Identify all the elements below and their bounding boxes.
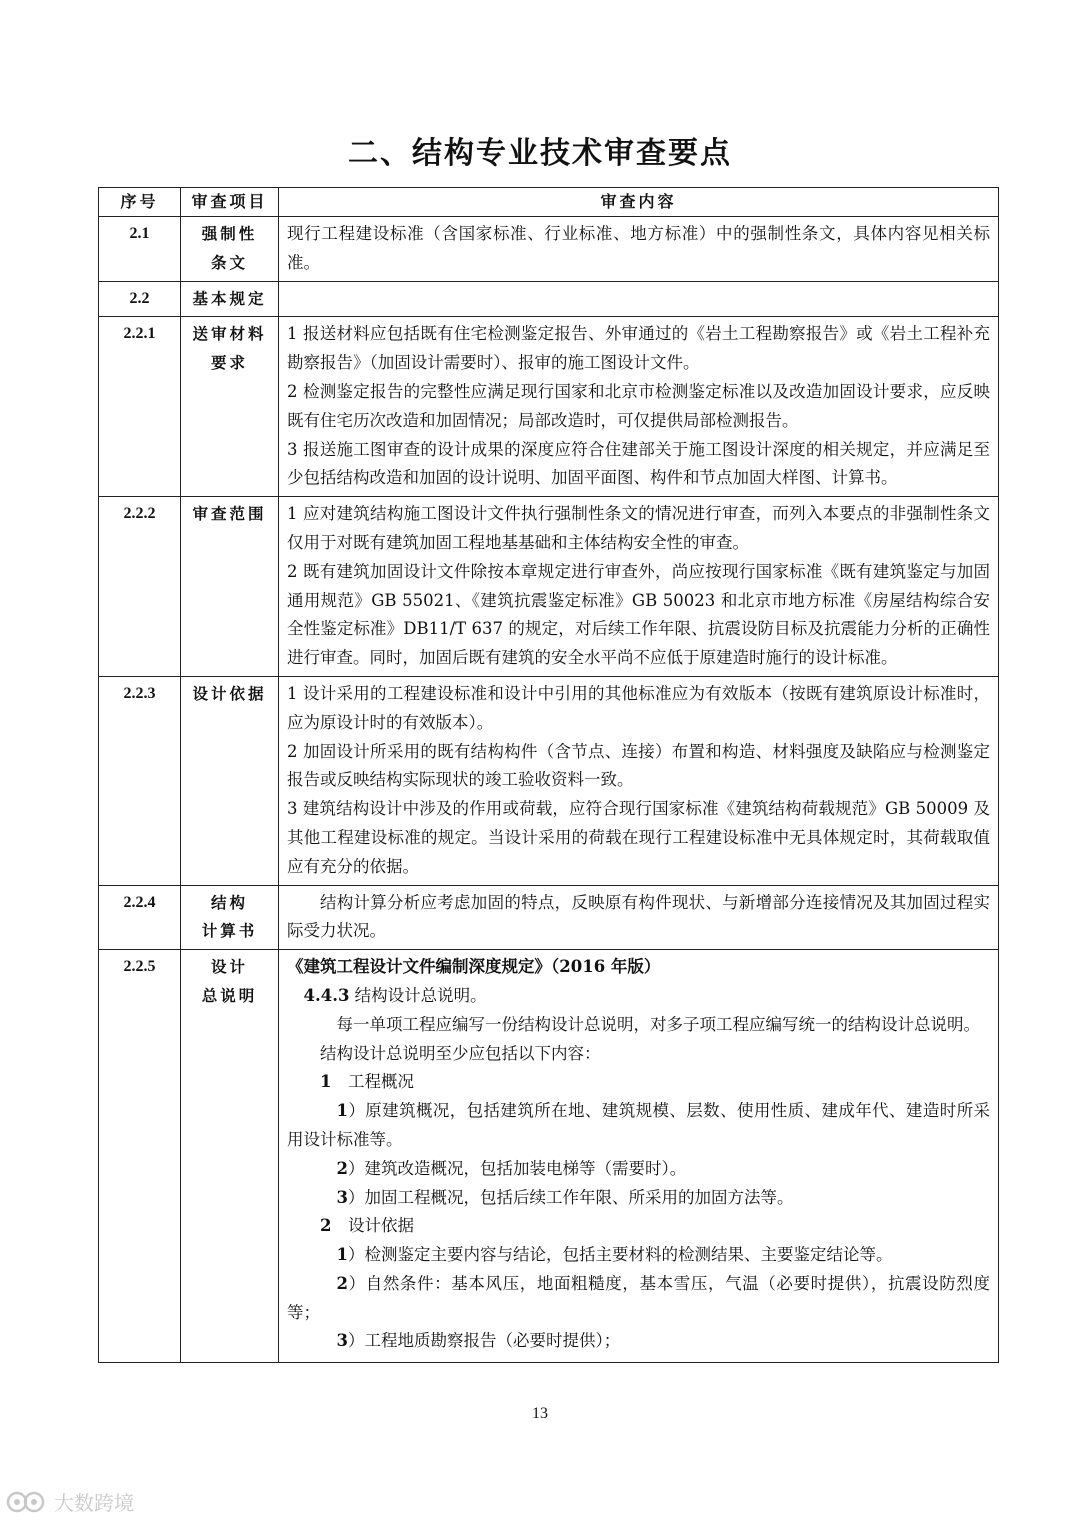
row-item: 设计 总说明 (181, 950, 279, 1363)
row-item: 结构 计算书 (181, 885, 279, 950)
row-content: 1 应对建筑结构施工图设计文件执行强制性条文的情况进行审查，而列入本要点的非强制性条文仅用于对既有建筑加固工程地基基础和主体结构安全性的审查。 2 既有建筑加固设计文件除按本章规定进行审查外，尚应按现行国家标准《既有建筑鉴定与加固通用规范》GB 55021、《建筑抗震鉴定标准》GB 50023 和北京市地方标准《房屋结构综合安全性鉴定标准》DB11/T 637 的规定，对后续工作年限、抗震设防目标及抗震能力分析的正确性进行审查。同时，加固后既有建筑的安全水平尚不应低于原建造时施行的设计标准。 (279, 497, 999, 677)
watermark-logo-icon (6, 1489, 48, 1515)
row-content: 结构计算分析应考虑加固的特点，反映原有构件现状、与新增部分连接情况及其加固过程实际受力状况。 (279, 885, 999, 950)
row-item: 审查范围 (181, 497, 279, 677)
table-row (99, 885, 999, 950)
row-no: 2.2.2 (99, 497, 181, 677)
row-item: 送审材料 要求 (181, 317, 279, 497)
row-content: 现行工程建设标准（含国家标准、行业标准、地方标准）中的强制性条文，具体内容见相关标准。 (279, 217, 999, 282)
row-item: 强制性 条文 (181, 217, 279, 282)
row-content: 《建筑工程设计文件编制深度规定》（2016 年版） 4.4.3 结构设计总说明。 每一单项工程应编写一份结构设计总说明，对多子项工程应编写统一的结构设计总说明。 结构设计总说明至少应包括以下内容： 1 工程概况 1）原建筑概况，包括建筑所在地、建筑规模、层数、使用性质、建成年代、建造时所采用设计标准等。 2）建筑改造概况，包括加装电梯等（需要时）。 3）加固工程概况，包括后续工作年限、所采用的加固方法等。 2 设计依据 1）检测鉴定主要内容与结论，包括主要材料的检测结果、主要鉴定结论等。 2）自然条件：基本风压，地面粗糙度，基本雪压，气温（必要时提供），抗震设防烈度等； 3）工程地质勘察报告（必要时提供）； (279, 950, 999, 1363)
review-table (98, 187, 999, 1363)
row-no: 2.1 (99, 217, 181, 282)
table-row (99, 217, 999, 282)
header-no: 序号 (99, 188, 181, 217)
header-content: 审查内容 (279, 188, 999, 217)
table-row (99, 950, 999, 1363)
table-row (99, 497, 999, 677)
page-number: 13 (532, 1405, 548, 1422)
row-item: 基本规定 (181, 281, 279, 317)
table-row (99, 281, 999, 317)
row-content: 1 报送材料应包括既有住宅检测鉴定报告、外审通过的《岩土工程勘察报告》或《岩土工程补充勘察报告》（加固设计需要时）、报审的施工图设计文件。 2 检测鉴定报告的完整性应满足现行国家和北京市检测鉴定标准以及改造加固设计要求，应反映既有住宅历次改造和加固情况；局部改造时，可仅提供局部检测报告。 3 报送施工图审查的设计成果的深度应符合住建部关于施工图设计深度的相关规定，并应满足至少包括结构改造和加固的设计说明、加固平面图、构件和节点加固大样图、计算书。 (279, 317, 999, 497)
spec-heading: 《建筑工程设计文件编制深度规定》（2016 年版） (287, 957, 661, 977)
table-row (99, 317, 999, 497)
row-no: 2.2.1 (99, 317, 181, 497)
row-content: 1 设计采用的工程建设标准和设计中引用的其他标准应为有效版本（按既有建筑原设计标准时，应为原设计时的有效版本）。 2 加固设计所采用的既有结构构件（含节点、连接）布置和构造、材料强度及缺陷应与检测鉴定报告或反映结构实际现状的竣工验收资料一致。 3 建筑结构设计中涉及的作用或荷载，应符合现行国家标准《建筑结构荷载规范》GB 50009 及其他工程建设标准的规定。当设计采用的荷载在现行工程建设标准中无具体规定时，其荷载取值应有充分的依据。 (279, 676, 999, 885)
header-item: 审查项目 (181, 188, 279, 217)
table-row (99, 676, 999, 885)
page-title: 二、结构专业技术审查要点 (348, 136, 732, 171)
table-header-row (99, 188, 999, 217)
watermark-text: 大数跨境 (54, 1491, 134, 1515)
row-item: 设计依据 (181, 676, 279, 885)
row-no: 2.2.5 (99, 950, 181, 1363)
watermark (6, 1487, 134, 1516)
row-content (279, 281, 999, 317)
row-no: 2.2 (99, 281, 181, 317)
row-no: 2.2.3 (99, 676, 181, 885)
row-no: 2.2.4 (99, 885, 181, 950)
